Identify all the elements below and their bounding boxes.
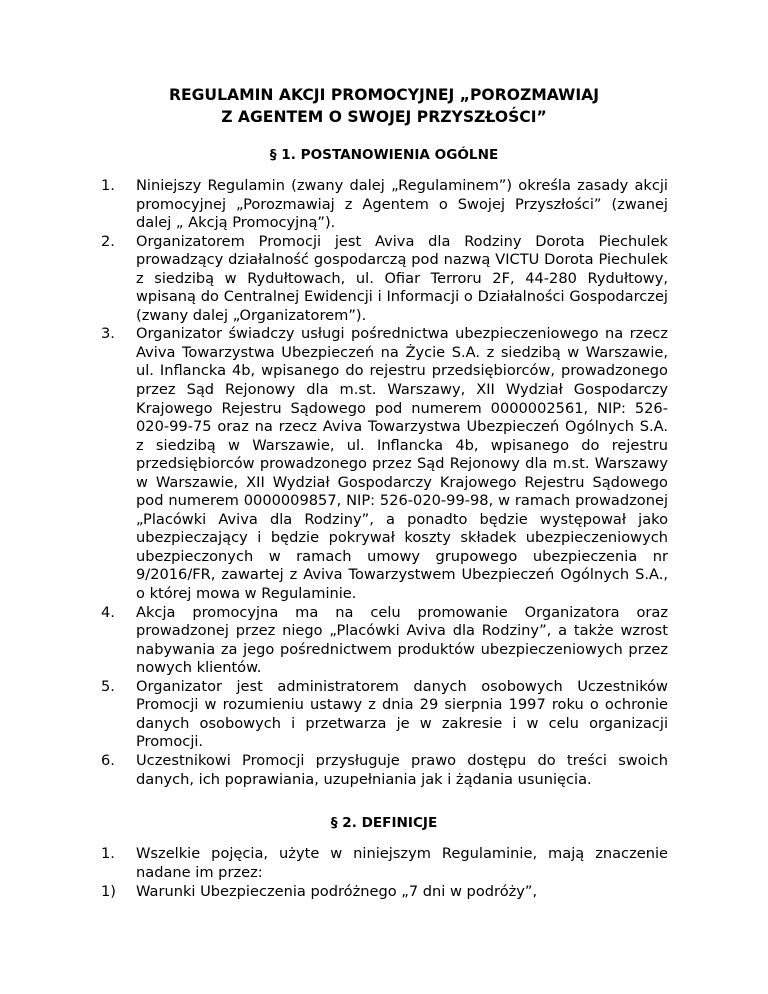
- list-item: [101, 751, 668, 789]
- sub-list-item-text: Warunki Ubezpieczenia podróżnego „7 dni w podróży”,: [136, 883, 538, 900]
- list-item-number: 4.: [101, 603, 115, 621]
- list-item-number: 2.: [101, 232, 115, 250]
- list-item-text: Niniejszy Regulamin (zwany dalej „Regulaminem”) określa zasady akcji promocyjnej „Porozmawiaj z Agentem o Swojej Przyszłości” (zwanej dalej „ Akcją Promocyjną”).: [136, 177, 668, 232]
- list-item: [101, 325, 668, 603]
- section-2-list: [101, 845, 668, 882]
- list-item-number: 6.: [101, 751, 115, 769]
- title-line-1: REGULAMIN AKCJI PROMOCYJNEJ „POROZMAWIAJ: [168, 86, 600, 104]
- list-item-number: 1.: [101, 177, 115, 194]
- document-title: [100, 84, 668, 128]
- section-1-heading: § 1. POSTANOWIENIA OGÓLNE: [269, 147, 499, 163]
- list-item-text: Wszelkie pojęcia, użyte w niniejszym Regulaminie, mają znaczenie nadane im przez:: [136, 845, 668, 881]
- sub-list-item-number: 1): [101, 883, 116, 900]
- list-item: [101, 177, 668, 233]
- list-item-text: Organizatorem Promocji jest Aviva dla Rodziny Dorota Piechulek prowadzący działalność gospodarczą pod nazwą VICTU Dorota Piechulek z siedzibą w Rydułtowach, ul. Ofiar Terroru 2F, 44-280 Rydułtowy, wpisaną do Centralnej Ewidencji i Informacji o Działalności Gospodarczej (zwany dalej „Organizatorem”).: [136, 232, 668, 324]
- list-item-number: 3.: [101, 325, 115, 343]
- list-item-text: Akcja promocyjna ma na celu promowanie Organizatora oraz prowadzonej przez niego „Placówki Aviva dla Rodziny”, a także wzrost nabywania za jego pośrednictwem produktów ubezpieczeniowych przez nowych klientów.: [136, 603, 668, 677]
- list-item-text: Uczestnikowi Promocji przysługuje prawo dostępu do treści swoich danych, ich poprawiania, uzupełniania jak i żądania usunięcia.: [136, 751, 668, 788]
- list-item-number: 5.: [101, 677, 115, 695]
- list-item: [101, 232, 668, 326]
- list-item: [101, 603, 668, 678]
- section-1-list: [101, 177, 668, 789]
- list-item-text: Organizator świadczy usługi pośrednictwa ubezpieczeniowego na rzecz Aviva Towarzystwa Ubezpieczeń na Życie S.A. z siedzibą w Warszawie, ul. Inflancka 4b, wpisanego do rejestru przedsiębiorców, prowadzonego przez Sąd Rejonowy dla m.st. Warszawy, XII Wydział Gospodarczy Krajowego Rejestru Sądowego pod numerem 0000002561, NIP: 526-020-99-75 oraz na rzecz Aviva Towarzystwa Ubezpieczeń Ogólnych S.A. z siedzibą w Warszawie, ul. Inflancka 4b, wpisanego do rejestru przedsiębiorców prowadzonego przez Sąd Rejonowy dla m.st. Warszawy w Warszawie, XII Wydział Gospodarczy Krajowego Rejestru Sądowego pod numerem 0000009857, NIP: 526-020-99-98, w ramach prowadzonej „Placówki Aviva dla Rodziny”, a ponadto będzie występował jako ubezpieczający i będzie pokrywał koszty składek ubezpieczeniowych ubezpieczonych w ramach umowy grupowego ubezpieczenia nr 9/2016/FR, zawartej z Aviva Towarzystwem Ubezpieczeń Ogólnych S.A., o której mowa w Regulaminie.: [136, 325, 668, 603]
- list-item: [101, 677, 668, 752]
- section-2-heading: § 2. DEFINICJE: [330, 815, 438, 831]
- list-item-number: 1.: [101, 845, 115, 862]
- sub-list-item: [101, 883, 668, 902]
- list-item-text: Organizator jest administratorem danych osobowych Uczestników Promocji w rozumieniu ustawy z dnia 29 sierpnia 1997 roku o ochronie danych osobowych i przetwarza je w zakresie i w celu organizacji Promocji.: [136, 677, 668, 751]
- list-item: [101, 845, 668, 882]
- title-line-2: Z AGENTEM O SWOJEJ PRZYSZŁOŚCI”: [221, 108, 547, 126]
